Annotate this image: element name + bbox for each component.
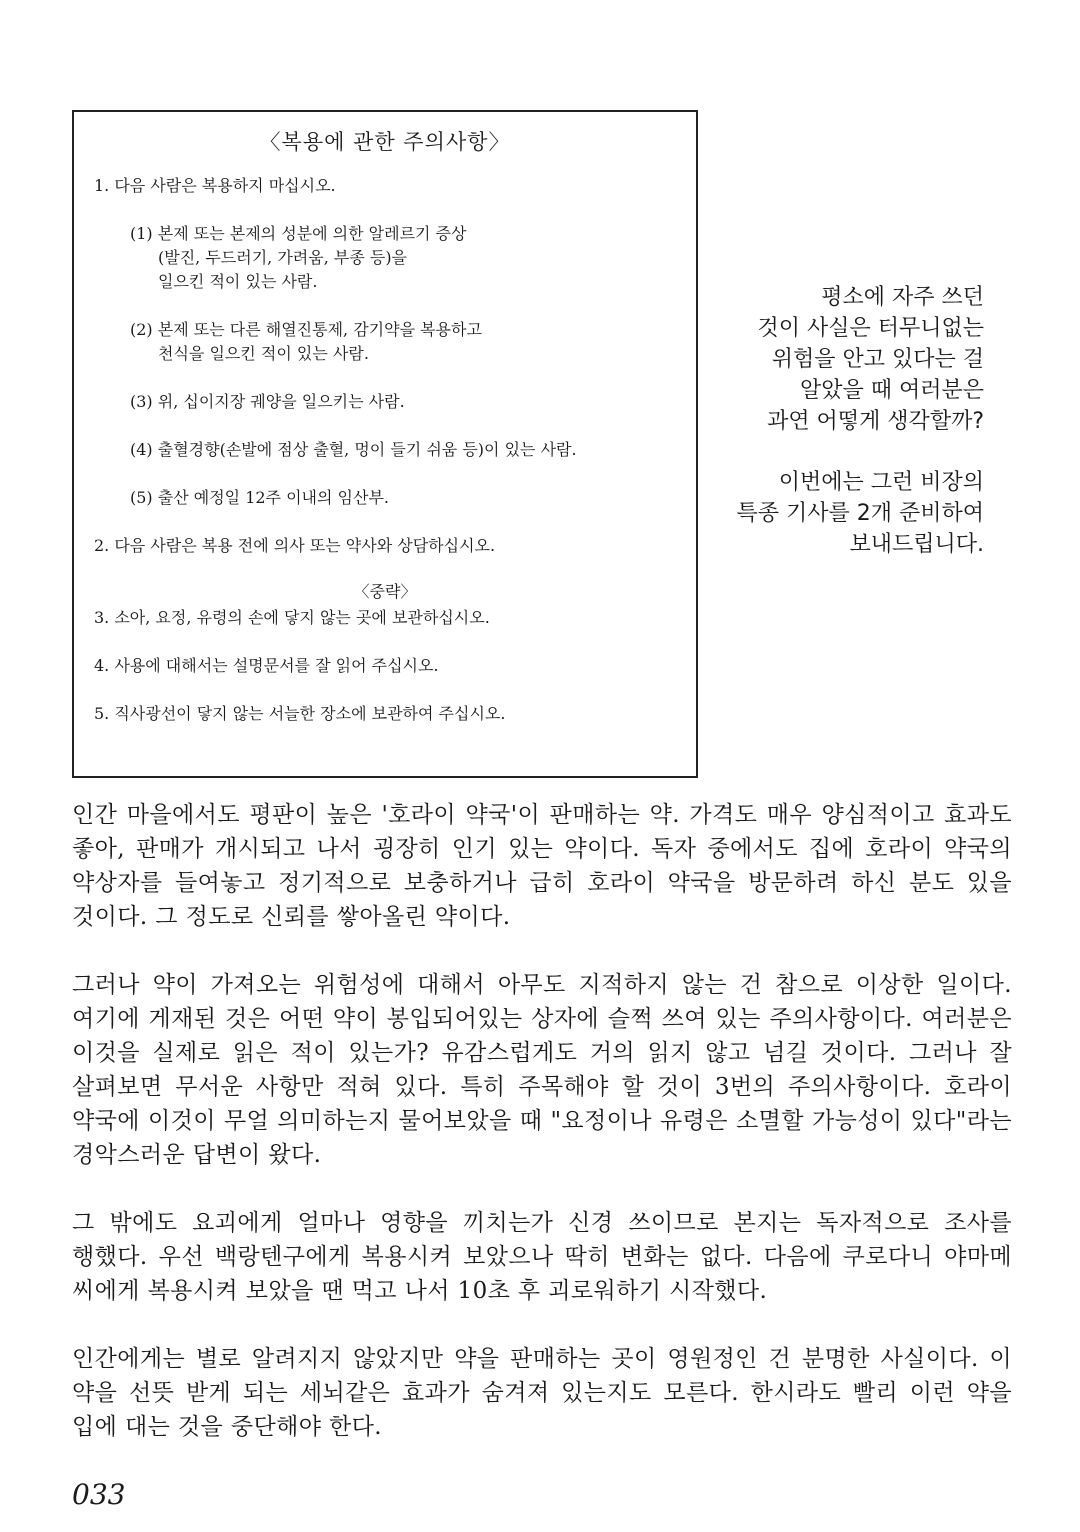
- sidebar-line: 이번에는 그런 비장의: [778, 470, 984, 495]
- sidebar-line: 평소에 자주 쓰던: [821, 285, 984, 310]
- notice-item-3: 3. 소아, 요정, 유령의 손에 닿지 않는 곳에 보관하십시오.: [94, 608, 490, 627]
- article-paragraph-1: 인간 마을에서도 평판이 높은 '호라이 약국'이 판매하는 약. 가격도 매우 양심적이고 효과도 좋아, 판매가 개시되고 나서 굉장히 인기 있는 약이다. 독자 중에서도 집에 호라이 약국의 약상자를 들여놓고 정기적으로 보충하거나 급히 호라이 약국을 방문하려 하신 분도 있을 것이다. 그 정도로 신뢰를 쌓아올린 약이다.: [72, 802, 1012, 930]
- warning-notice-box: [72, 110, 698, 778]
- article-body: [72, 798, 1012, 1478]
- notice-sub-1-line-2: (발진, 두드러기, 가려움, 부종 등)을: [158, 248, 408, 267]
- article-paragraph-3: 그 밖에도 요괴에게 얼마나 영향을 끼치는가 신경 쓰이므로 본지는 독자적으로 조사를 행했다. 우선 백랑텐구에게 복용시켜 보았으나 딱히 변화는 없다. 다음에 쿠로다니 야마메 씨에게 복용시켜 보았을 땐 먹고 나서 10초 후 괴로워하기 시작했다.: [72, 1210, 1012, 1304]
- notice-item-5: 5. 직사광선이 닿지 않는 서늘한 장소에 보관하여 주십시오.: [94, 704, 506, 723]
- notice-sub-1-line-3: 일으킨 적이 있는 사람.: [158, 272, 318, 291]
- notice-sub-3: (3) 위, 십이지장 궤양을 일으키는 사람.: [130, 392, 405, 411]
- notice-item-4: 4. 사용에 대해서는 설명문서를 잘 읽어 주십시오.: [94, 656, 439, 675]
- sidebar-intro: [700, 282, 984, 560]
- sidebar-line: 과연 어떻게 생각할까?: [767, 409, 984, 434]
- notice-sub-5: (5) 출산 예정일 12주 이내의 임산부.: [130, 488, 390, 507]
- sidebar-line: 알았을 때 여러분은: [799, 378, 984, 403]
- article-paragraph-4: 인간에게는 별로 알려지지 않았지만 약을 판매하는 곳이 영원정인 건 분명한 사실이다. 이 약을 선뜻 받게 되는 세뇌같은 효과가 숨겨져 있는지도 모른다. 한시라도 빨리 이런 약을 입에 대는 것을 중단해야 한다.: [72, 1346, 1012, 1440]
- notice-omitted: 〈중략〉: [353, 582, 417, 601]
- page-number: 033: [72, 1478, 126, 1511]
- sidebar-line: 특종 기사를 2개 준비하여: [736, 501, 984, 526]
- notice-item-1: 1. 다음 사람은 복용하지 마십시오.: [94, 176, 336, 195]
- sidebar-line: 것이 사실은 터무니없는: [757, 316, 984, 341]
- notice-sub-2-line-1: (2) 본제 또는 다른 해열진통제, 감기약을 복용하고: [130, 320, 482, 339]
- sidebar-line: 위험을 안고 있다는 걸: [771, 347, 984, 372]
- notice-sub-4: (4) 출혈경향(손발에 점상 출혈, 멍이 들기 쉬움 등)이 있는 사람.: [130, 440, 577, 459]
- notice-title: 〈복용에 관한 주의사항〉: [259, 130, 511, 154]
- notice-item-2: 2. 다음 사람은 복용 전에 의사 또는 약사와 상담하십시오.: [94, 536, 496, 555]
- article-paragraph-2: 그러나 약이 가져오는 위험성에 대해서 아무도 지적하지 않는 건 참으로 이상한 일이다. 여기에 게재된 것은 어떤 약이 봉입되어있는 상자에 슬쩍 쓰여 있는 주의사항이다. 여러분은 이것을 실제로 읽은 적이 있는가? 유감스럽게도 거의 읽지 않고 넘길 것이다. 그러나 잘 살펴보면 무서운 사항만 적혀 있다. 특히 주목해야 할 것이 3번의 주의사항이다. 호라이 약국에 이것이 무얼 의미하는지 물어보았을 때 "요정이나 유령은 소멸할 가능성이 있다"라는 경악스러운 답변이 왔다.: [72, 972, 1012, 1168]
- notice-sub-1-line-1: (1) 본제 또는 본제의 성분에 의한 알레르기 증상: [130, 224, 467, 243]
- notice-sub-2-line-2: 천식을 일으킨 적이 있는 사람.: [158, 344, 369, 363]
- sidebar-line: 보내드립니다.: [849, 532, 984, 557]
